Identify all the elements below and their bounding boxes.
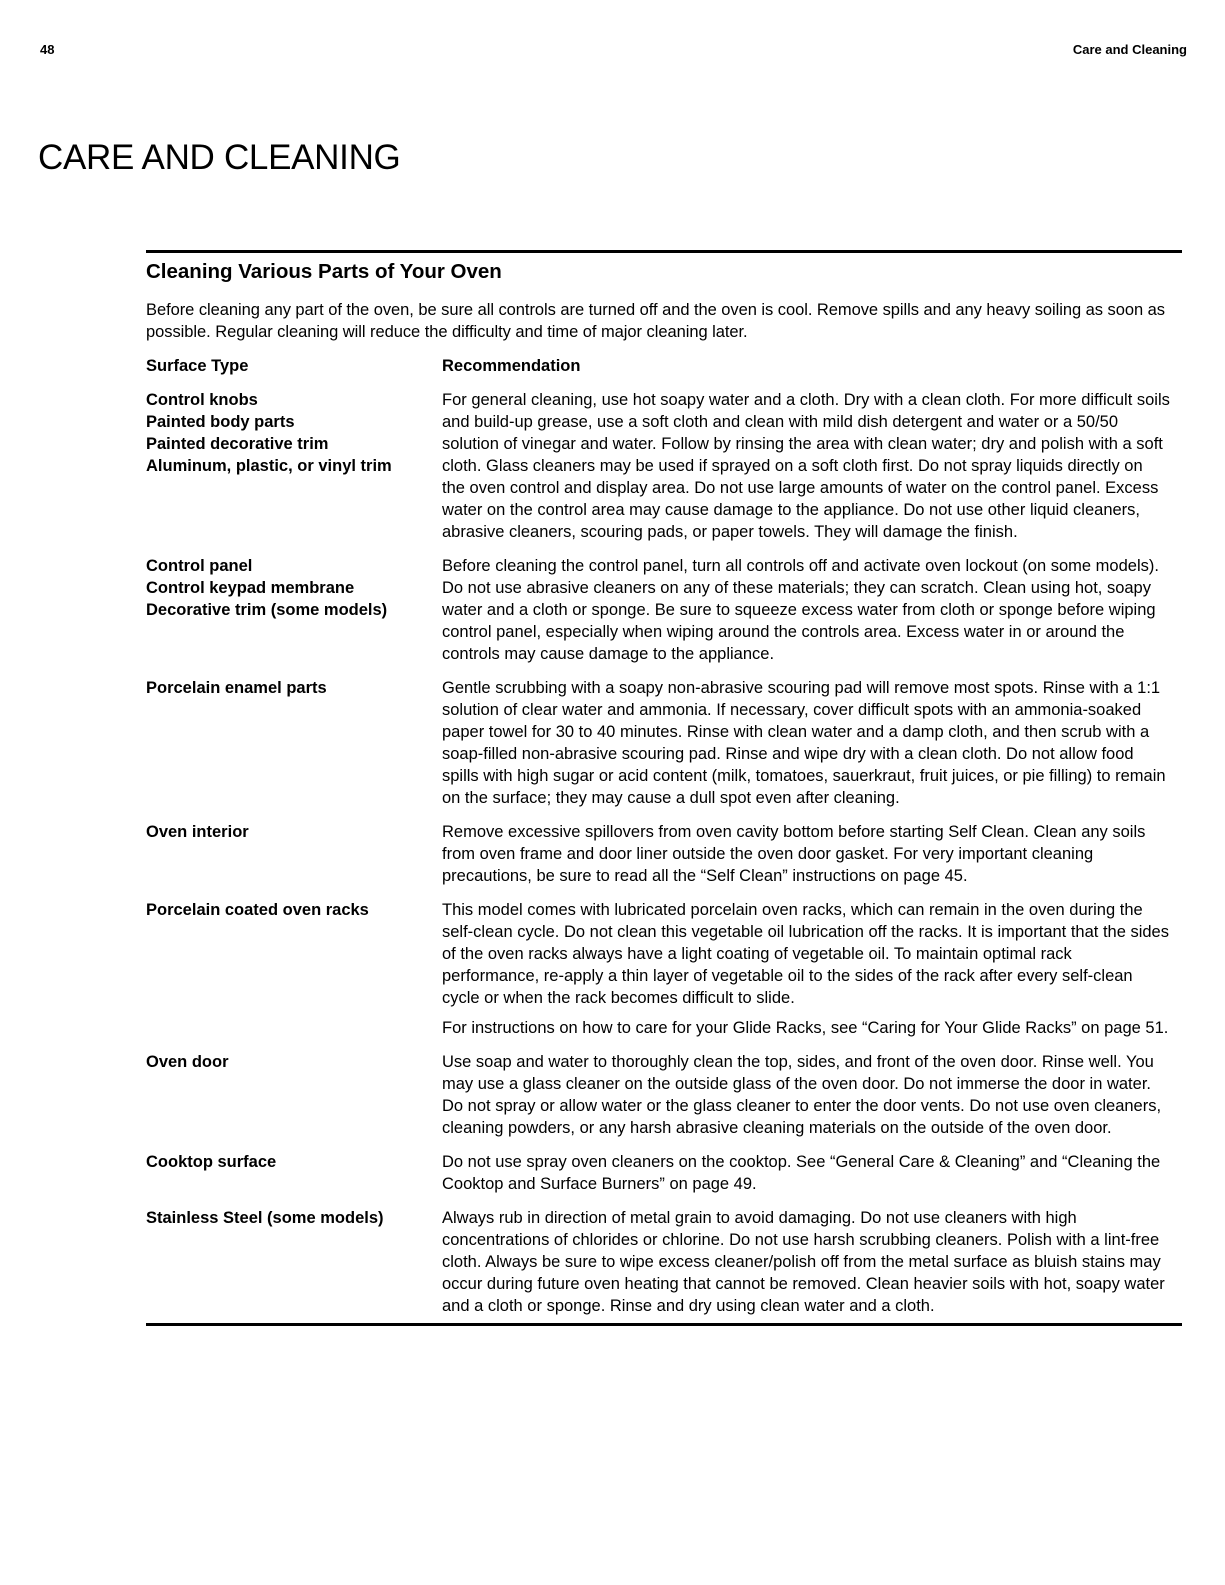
recommendation-text: For instructions on how to care for your Glide Racks, see “Caring for Your Glide Racks” on page 51. bbox=[442, 1019, 1169, 1037]
table-row bbox=[146, 899, 1182, 1039]
section-title: Cleaning Various Parts of Your Oven bbox=[146, 260, 502, 283]
table-row bbox=[146, 821, 1182, 887]
recommendation-text: Before cleaning the control panel, turn all controls off and activate oven lockout (on some models). Do not use abrasive cleaners on any of these materials; they can scratch. Clean using hot, soapy water and a cloth or sponge. Be sure to squeeze excess water from cloth or sponge before wiping control panel, especially when wiping around the controls area. Excess water in or around the controls may cause damage to the appliance. bbox=[442, 557, 1159, 663]
recommendation-text: Use soap and water to thoroughly clean the top, sides, and front of the oven door. Rinse well. You may use a glass cleaner on the outside glass of the oven door. Do not immerse the door in water. Do not spray or allow water or the glass cleaner to enter the door vents. Do not use oven cleaners, cleaning powders, or any harsh abrasive cleaning materials on the outside of the oven door. bbox=[442, 1053, 1162, 1137]
recommendation-header: Recommendation bbox=[442, 357, 581, 375]
table-row bbox=[146, 1207, 1182, 1317]
surface-type: Painted body parts bbox=[146, 413, 295, 431]
recommendation-text: This model comes with lubricated porcelain oven racks, which can remain in the oven during the self-clean cycle. Do not clean this vegetable oil lubrication off the racks. It is important that the sides of the oven racks always have a light coating of vegetable oil. To maintain optimal rack performance, re-apply a thin layer of vegetable oil to the sides of the rack after every self-clean cycle or when the rack becomes difficult to slide. bbox=[442, 901, 1169, 1007]
surface-type: Oven interior bbox=[146, 823, 249, 841]
recommendation-cell bbox=[442, 821, 1182, 887]
surface-type: Painted decorative trim bbox=[146, 435, 329, 453]
cleaning-table bbox=[146, 389, 1182, 1317]
surface-type: Oven door bbox=[146, 1053, 229, 1071]
recommendation-text: Do not use spray oven cleaners on the cooktop. See “General Care & Cleaning” and “Cleaning the Cooktop and Surface Burners” on page 49. bbox=[442, 1153, 1161, 1193]
recommendation-cell bbox=[442, 1207, 1182, 1317]
table-row bbox=[146, 677, 1182, 809]
surface-type: Cooktop surface bbox=[146, 1153, 277, 1171]
table-row bbox=[146, 555, 1182, 665]
surface-type-cell bbox=[146, 677, 442, 809]
surface-type: Aluminum, plastic, or vinyl trim bbox=[146, 457, 392, 475]
recommendation-text: Gentle scrubbing with a soapy non-abrasive scouring pad will remove most spots. Rinse with a 1:1 solution of clear water and ammonia. If necessary, cover difficult spots with an ammonia-soaked paper towel for 30 to 40 minutes. Rinse with clean water and a damp cloth, and then scrub with a soap-filled non-abrasive scouring pad. Rinse and wipe dry with a clean cloth. Do not allow food spills with high sugar or acid content (milk, tomatoes, sauerkraut, fruit juices, or pie filling) to remain on the surface; they may cause a dull spot even after cleaning. bbox=[442, 679, 1166, 807]
surface-type: Control keypad membrane bbox=[146, 579, 355, 597]
recommendation-cell bbox=[442, 389, 1182, 543]
recommendation-cell bbox=[442, 899, 1182, 1039]
recommendation-cell bbox=[442, 1151, 1182, 1195]
surface-type-cell bbox=[146, 1207, 442, 1317]
table-row bbox=[146, 389, 1182, 543]
surface-type: Porcelain enamel parts bbox=[146, 679, 327, 697]
surface-type: Decorative trim (some models) bbox=[146, 601, 388, 619]
recommendation-cell bbox=[442, 677, 1182, 809]
surface-type: Stainless Steel (some models) bbox=[146, 1209, 384, 1227]
surface-type-cell bbox=[146, 555, 442, 665]
cleaning-section bbox=[146, 250, 1182, 1326]
section-bottom-rule bbox=[146, 1323, 1182, 1326]
table-row bbox=[146, 1151, 1182, 1195]
page-number: 48 bbox=[40, 42, 55, 57]
recommendation-text: Remove excessive spillovers from oven cavity bottom before starting Self Clean. Clean any soils from oven frame and door liner outside the oven door gasket. For very important cleaning precautions, be sure to read all the “Self Clean” instructions on page 45. bbox=[442, 823, 1146, 885]
section-top-rule bbox=[146, 250, 1182, 253]
table-header bbox=[146, 355, 1182, 377]
surface-type: Porcelain coated oven racks bbox=[146, 901, 369, 919]
surface-type: Control panel bbox=[146, 557, 253, 575]
surface-type-cell bbox=[146, 1051, 442, 1139]
recommendation-cell bbox=[442, 1051, 1182, 1139]
section-intro: Before cleaning any part of the oven, be sure all controls are turned off and the oven is cool. Remove spills and any heavy soiling as soon as possible. Regular cleaning will reduce the difficulty and time of major cleaning later. bbox=[146, 301, 1165, 341]
surface-type-cell bbox=[146, 389, 442, 543]
recommendation-text: For general cleaning, use hot soapy water and a cloth. Dry with a clean cloth. For more difficult soils and build-up grease, use a soft cloth and clean with mild dish detergent and water or a 50/50 solution of vinegar and water. Follow by rinsing the area with clean water; dry and polish with a soft cloth. Glass cleaners may be used if sprayed on a soft cloth first. Do not spray liquids directly on the oven control and display area. Do not use large amounts of water on the control panel. Excess water on the control area may cause damage to the appliance. Do not use other liquid cleaners, abrasive cleaners, scouring pads, or paper towels. They will damage the finish. bbox=[442, 391, 1170, 541]
table-row bbox=[146, 1051, 1182, 1139]
recommendation-text: Always rub in direction of metal grain to avoid damaging. Do not use cleaners with high concentrations of chlorides or chlorine. Do not use harsh scrubbing cleaners. Polish with a lint-free cloth. Always be sure to wipe excess cleaner/polish off from the metal surface as bluish stains may occur during future oven heating that cannot be removed. Clean heavier soils with hot, soapy water and a cloth or sponge. Rinse and dry using clean water and a cloth. bbox=[442, 1209, 1165, 1315]
surface-type-cell bbox=[146, 1151, 442, 1195]
recommendation-cell bbox=[442, 555, 1182, 665]
surface-type-cell bbox=[146, 899, 442, 1039]
chapter-title: CARE AND CLEANING bbox=[38, 138, 401, 177]
surface-type-header: Surface Type bbox=[146, 357, 249, 375]
surface-type-cell bbox=[146, 821, 442, 887]
surface-type: Control knobs bbox=[146, 391, 258, 409]
running-head: Care and Cleaning bbox=[1072, 42, 1187, 57]
